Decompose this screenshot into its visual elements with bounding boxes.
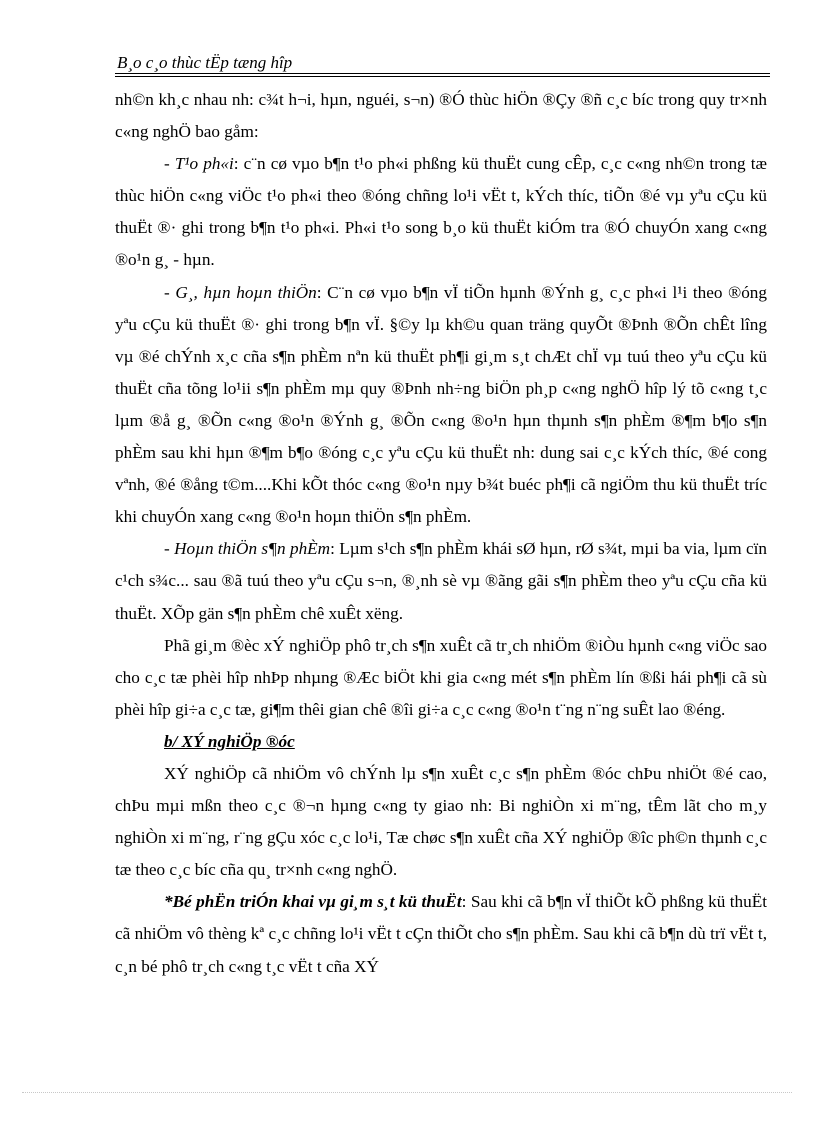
term-hoan-thien: Hoµn thiÖn s¶n phÈm — [174, 539, 331, 559]
paragraph-continuation: nh©n kh¸c nhau nh: c¾t h¬i, hµn, nguéi, s¬n) ®Ó thùc hiÖn ®Çy ®ñ c¸c bíc trong quy tr×nh c«ng nghÖ bao gåm: — [115, 90, 767, 142]
paragraph-xi-nghiep-duc: XÝ nghiÖp cã nhiÖm vô chÝnh lµ s¶n xuÊt c¸c s¶n phÈm ®óc chÞu nhiÖt ®é cao, chÞu mµi mßn theo c¸c ®¬n hµng c«ng ty giao nh: Bi nghiÒn xi m¨ng, tÊm lãt cho m¸y nghiÒn xi m¨ng, r¨ng gÇu xóc c¸c lo¹i, Tæ chøc s¶n xuÊt cña XÝ nghiÖp ®îc ph©n thµnh c¸c tæ theo c¸c bíc cña qu¸ tr×nh c«ng nghÖ. — [115, 763, 767, 880]
term-bo-phan: *Bé phËn triÓn khai vµ gi¸m s¸t kü thuËt — [164, 892, 462, 912]
term-ga-han: G¸, hµn hoµn thiÖn — [175, 282, 317, 302]
paragraph-tao-phoi — [115, 148, 767, 276]
page-bottom-rule — [22, 1092, 792, 1093]
paragraph-ga-han — [115, 277, 767, 534]
header-title: B¸o c¸o thùc tËp tæng hîp — [117, 53, 293, 72]
header-rule-thin — [115, 76, 770, 77]
paragraph-hoan-thien — [115, 533, 767, 629]
paragraph-bullet: - — [164, 154, 175, 174]
term-tao-phoi: T¹o ph«i — [174, 154, 234, 174]
header-rule — [115, 73, 770, 74]
paragraph-pho-giam-doc: Phã gi¸m ®èc xÝ nghiÖp phô tr¸ch s¶n xuÊt cã tr¸ch nhiÖm ®iÒu hµnh c«ng viÖc sao cho c¸c tæ phèi hîp nhÞp nhµng ®Æc biÖt khi gia c«ng mét s¶n phÈm lín ®ßi hái ph¶i cã sù phèi hîp gi÷a c¸c tæ, gi¶m thêi gian chê ®îi gi÷a c¸c c«ng ®o¹n t¨ng n¨ng suÊt lao ®éng. — [115, 635, 767, 719]
section-heading-b — [115, 726, 767, 758]
paragraph-bullet: - — [164, 282, 176, 302]
paragraph-text: : Sau khi cã b¶n vÏ thiÕt kÕ phßng kü thuËt cã nhiÖm vô thèng kª c¸c chñng lo¹i vËt t cÇn thiÕt cho s¶n phÈm. Sau khi cã b¶n dù trï vËt t, c¸n bé phô tr¸ch c«ng t¸c vËt t cña XÝ — [115, 892, 767, 976]
page-header — [115, 52, 770, 76]
paragraph-bo-phan — [115, 886, 767, 982]
section-heading-text: b/ XÝ nghiÖp ®óc — [164, 731, 295, 751]
document-body — [115, 84, 767, 983]
paragraph-text: : c¨n cø vµo b¶n t¹o ph«i phßng kü thuËt cung cÊp, c¸c c«ng nh©n trong tæ thùc hiÖn c«ng viÖc t¹o ph«i theo ®óng chñng lo¹i vËt t, kÝch thíc, tiÕn ®é vµ yªu cÇu kü thuËt ®· ghi trong b¶n t¹o ph«i. Ph«i t¹o song b¸o kü thuËt kiÓm tra ®Ó chuyÓn xang c«ng ®o¹n g¸ - hµn. — [115, 154, 767, 270]
paragraph-text: : C¨n cø vµo b¶n vÏ tiÕn hµnh ®Ýnh g¸ c¸c ph«i l¹i theo ®óng yªu cÇu kü thuËt ®· ghi trong b¶n vÏ. §©y lµ kh©u quan träng quyÕt ®Þnh ®Õn chÊt lîng vµ ®é chÝnh x¸c cña s¶n phÈm nªn kü thuËt ph¶i gi¸m s¸t chÆt chÏ vµ tuú theo yªu cÇu kü thuËt cña tõng lo¹ii s¶n phÈm mµ quy ®Þnh nh÷ng biÖn ph¸p c«ng nghÖ hîp lý tõ c«ng t¸c lµm ®å g¸ ®Õn c«ng ®o¹n ®Ýnh g¸ ®Õn c«ng ®o¹n hµn thµnh s¶n phÈm ®¶m b¶o s¶n phÈm sau khi hµn ®¶m b¶o ®óng c¸c yªu cÇu kü thuËt nh: dung sai c¸c kÝch thíc, ®é cong vªnh, ®é ®ång t©m....Khi kÕt thóc c«ng ®o¹n nµy b¾t buéc ph¶i cã ngiÖm thu kü thuËt tríc khi chuyÓn xang c«ng ®o¹n hoµn thiÖn s¶n phÈm. — [115, 282, 767, 527]
paragraph-text: : Lµm s¹ch s¶n phÈm khái sØ hµn, rØ s¾t, mµi ba via, lµm cïn c¹ch s¾c... sau ®ã tuú theo yªu cÇu s¬n, ®¸nh sè vµ ®ãng gãi s¶n phÈm theo yªu cÇu cña kü thuËt. XÕp gän s¶n phÈm chê xuÊt xëng. — [115, 539, 767, 623]
paragraph-bullet: - — [164, 539, 175, 559]
